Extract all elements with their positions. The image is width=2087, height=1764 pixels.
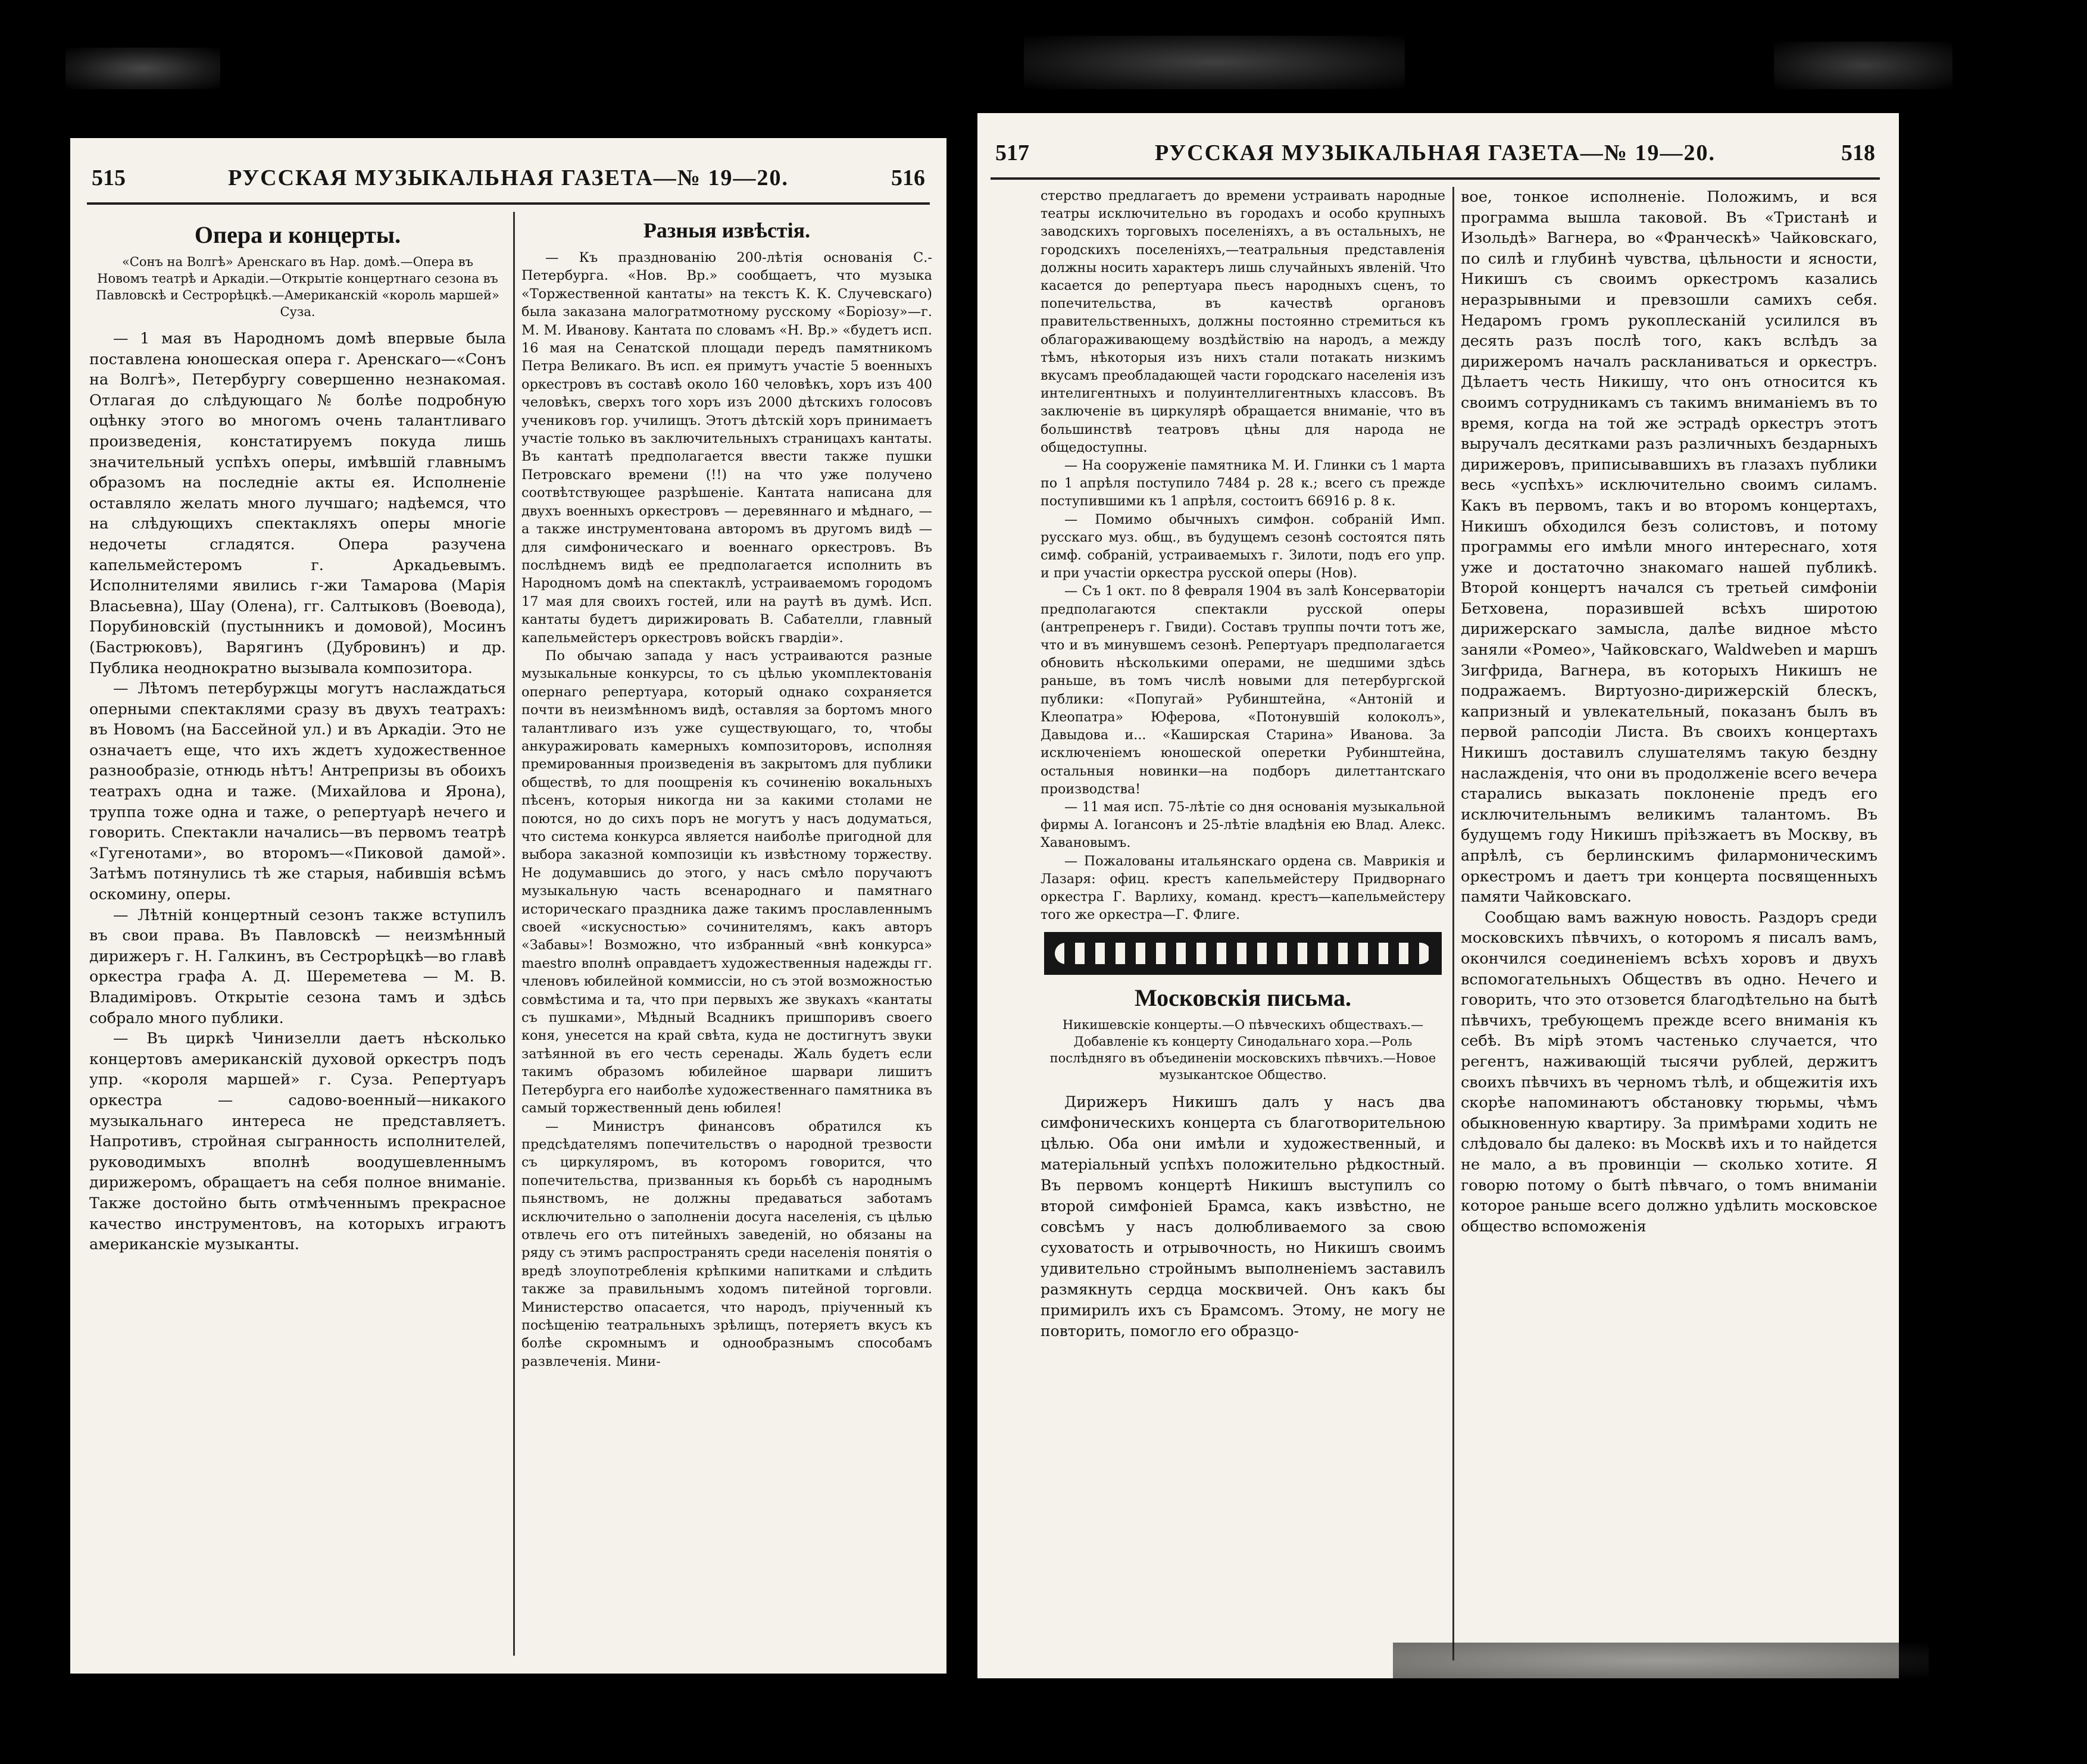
article-paragraph: — Къ празднованiю 200-лѣтiя основанiя С.-Петербурга. «Нов. Вр.» сообщаетъ, что музыка «Торжественной кантаты» на текстъ К. К. Случевскаго) была заказана малогратмотному русскому «Борiозу»—г. М. М. Иванову. Кантата по словамъ «Н. Вр.» «будетъ исп. 16 мая на Сенатской площади передъ памятникомъ Петра Великаго. Въ исп. ея примутъ участiе 5 военныхъ оркестровъ въ составѣ около 160 человѣкъ, хоръ изъ 400 человѣкъ, сверхъ того хоръ изъ 2000 дѣтскихъ голосовъ учениковъ гор. училищъ. Этотъ дѣтскiй хоръ принимаетъ участiе только въ заключительныхъ страницахъ кантаты. Въ кантатѣ предполагается ввести также пушки Петровскаго времени (!!) на что уже получено соотвѣтствующее разрѣшенiе. Кантата написана для двухъ военныхъ оркестровъ — деревяннаго и мѣднаго, — а также инструментована авторомъ въ другомъ видѣ — для симфоническаго и военнаго оркестровъ. Въ послѣднемъ видѣ ее предполагается исполнить въ Народномъ домѣ на спектаклѣ, устраиваемомъ городомъ 17 мая для своихъ гостей, или на раутѣ въ думѣ. Исп. кантаты будетъ дирижировать В. Сабателли, главный капельмейстеръ оркестровъ войскъ гвардiи». bbox=[521, 250, 932, 646]
decorative-ornament-band bbox=[1044, 932, 1442, 975]
article-paragraph: По обычаю запада у насъ устраиваются разные музыкальные конкурсы, то съ цѣлью укомплектованiя опернаго репертуара, который однако сохраняется почти въ неизмѣнномъ видѣ, оставляя за бортомъ много талантливаго изъ уже существующаго, то, чтобы анкуражировать камерныхъ композиторовъ, исполняя премированныя произведенiя въ закрытомъ для публики обществѣ, то для поощренiя къ сочиненiю вокальныхъ пѣсенъ, которыя никогда ни за какими столами не поются, но до сихъ поръ не могутъ у насъ додуматься, что система конкурса является наиболѣе пригодной для выбора заказной композицiи къ извѣстному торжеству. Не додумавшись до этого, у насъ смѣло поручаютъ музыкальную часть всенароднаго и памятнаго историческаго праздника даже такимъ прославленнымъ своей «искусностью» сочинителямъ, какъ авторъ «Забавы»! Возможно, что избранный «внѣ конкурса» maestro вполнѣ оправдаетъ художественныя надежды гг. членовъ юбилейной коммиссiи, но съ этой возможностью совмѣстима и та, что при первыхъ же звукахъ «кантаты съ пушками», Мѣдный Всадникъ пришпоривъ своего коня, унесется на край свѣта, куда не достигнутъ звуки затѣянной въ его честь серенады. Жаль будетъ если такимъ образомъ юбилейное шарвари лишитъ Петербурга его наиболѣе художественнаго памятника въ самый торжественный день юбилея! bbox=[521, 648, 932, 1116]
article-paragraph: — 11 мая исп. 75-лѣтiе со дня основанiя музыкальной фирмы А. Iогансонъ и 25-лѣтiе владѣнiя ею Влад. Алекс. Хавановымъ. bbox=[1041, 799, 1445, 851]
section-summary: «Сонъ на Волгѣ» Аренскаго въ Нар. домѣ.—Опера въ Новомъ театрѣ и Аркадiи.—Открытiе концертнаго сезона въ Павловскѣ и Сестрорѣцкѣ.—Американскiй «король маршей» Суза. bbox=[96, 255, 499, 319]
article-paragraph: — Лѣтнiй концертный сезонъ также вступилъ въ свои права. Въ Павловскѣ — неизмѣнный дирижеръ г. Н. Галкинъ, въ Сестрорѣцкѣ—во главѣ оркестра графа А. Д. Шереметева — М. В. Владимiровъ. Открытiе сезона тамъ и здѣсь собрало много публики. bbox=[89, 906, 506, 1027]
left-column-1 bbox=[89, 212, 506, 1662]
right-running-head bbox=[995, 132, 1875, 174]
section-heading: Опера и концерты. bbox=[194, 221, 401, 248]
right-page bbox=[977, 113, 1899, 1678]
article-paragraph: — Пожалованы итальянскаго ордена св. Маврикiя и Лазаря: офиц. крестъ капельмейстеру Придворнаго оркестра Г. Варлиху, команд. крестъ—капельмейстеру того же оркестра—Г. Флиге. bbox=[1041, 853, 1445, 923]
binding-smudge-right bbox=[1774, 42, 1952, 89]
page-number: 515 bbox=[92, 165, 126, 190]
article-paragraph: — 1 мая въ Народномъ домѣ впервые была поставлена юношеская опера г. Аренскаго—«Сонъ на Волгѣ», Петербургу совершенно незнакомая. Отлагая до слѣдующаго № болѣе подробную оцѣнку этого во многомъ очень талантливаго произведенiя, констатируемъ покуда лишь значительный успѣхъ оперы, имѣвшiй главнымъ образомъ на последнiе акты ея. Исполненiе оставляло желать много лучшаго; надѣемся, что на слѣдующихъ спектакляхъ оперы многiе недочеты сгладятся. Опера разучена капельмейстеромъ г. Аркадьевымъ. Исполнителями явились г-жи Тамарова (Марiя Власьевна), Шау (Олена), гг. Салтыковъ (Воевода), Порубиновскiй (пустынникъ и домовой), Мосинъ (Бастрюковъ), Варягинъ (Дубровинъ) и др. Публика неоднократно вызывала композитора. bbox=[89, 330, 506, 677]
header-rule bbox=[87, 202, 930, 205]
article-paragraph: — Съ 1 окт. по 8 февраля 1904 въ залѣ Консерваторiи предполагаются спектакли русской оперы (антрепренеръ г. Гвиди). Составъ труппы почти тотъ же, что и въ минувшемъ сезонѣ. Репертуаръ предполагается обновить нѣсколькими операми, не шедшими здѣсь раньше, въ томъ числѣ новыми для петербургской публики: «Попугай» Рубинштейна, «Антонiй и Клеопатра» Юферова, «Потонувшiй колоколъ», Давыдова и... «Каширская Старина» Иванова. За исключенiемъ юношеской оперетки Рубинштейна, остальныя новинки—на подборъ дилеттантскаго производства! bbox=[1041, 583, 1445, 797]
left-running-head bbox=[92, 157, 925, 199]
left-column-2 bbox=[521, 212, 932, 1662]
section-heading: Разныя извѣстiя. bbox=[643, 218, 811, 242]
article-paragraph: Сообщаю вамъ важную новость. Раздоръ среди московскихъ пѣвчихъ, о которомъ я писалъ вамъ, окончился соединенiемъ всѣхъ хоровъ и двухъ вспомогательныхъ Обществъ въ одно. Нечего и говорить, что это отзовется благодѣтельно на бытѣ пѣвчихъ, требующемъ прежде всего вниманiя къ себѣ. Въ мiрѣ этомъ частенько случается, что регентъ, наживающiй тысячи рублей, держитъ своихъ пѣвчихъ въ черномъ тѣлѣ, и общежитiя ихъ скорѣе напоминаютъ обстановку тюрьмы, чѣмъ обыкновенную квартиру. За примѣрами ходить не слѣдовало бы далеко: въ Москвѣ ихъ и то найдется не мало, а въ провинцiи — сколько хотите. Я говорю потому о бытѣ пѣвчаго, о томъ вниманiи которое раньше всего должно удѣлить московское общество вспоможенiя bbox=[1461, 908, 1877, 1236]
left-page bbox=[70, 138, 946, 1674]
binding-smudge-left bbox=[65, 48, 220, 89]
right-column-2 bbox=[1461, 187, 1877, 1666]
page-number: 516 bbox=[891, 165, 925, 190]
page-number: 517 bbox=[995, 140, 1029, 165]
article-paragraph: — Въ циркѣ Чинизелли даетъ нѣсколько концертовъ американскiй духовой оркестръ подъ упр. «короля маршей» г. Суза. Репертуаръ оркестра — садово-военный—никакого музыкальнаго интереса не представляетъ. Напротивъ, стройная сыгранность исполнителей, руководимыхъ вполнѣ воодушевленнымъ дирижеромъ, обращаетъ на себя полное вниманiе. Также достойно быть отмѣченнымъ прекрасное качество инструментовъ, на которыхъ играютъ американскiе музыканты. bbox=[89, 1030, 506, 1254]
article-paragraph: — Помимо обычныхъ симфон. собранiй Имп. русскаго муз. общ., въ будущемъ сезонѣ состоятся пять симф. собранiй, устраиваемыхъ г. Зилоти, подъ его упр. и при участiи оркестра русской оперы (Нов). bbox=[1041, 511, 1445, 581]
section-summary: Никишевскiе концерты.—О пѣвческихъ обществахъ.—Добавленiе къ концерту Синодальнаго хора.—Роль послѣдняго въ объединенiи московскихъ пѣвчихъ.—Новое музыкантское Общество. bbox=[1049, 1018, 1436, 1083]
article-paragraph: — Министръ финансовъ обратился къ предсѣдателямъ попечительствъ о народной трезвости съ циркуляромъ, въ которомъ говорится, что попечительства, призванныя къ борьбѣ съ народнымъ пьянствомъ, не должны предаваться заботамъ исключительно о заполненiи досуга населенiя, съ цѣлью отвлечь его отъ питейныхъ заведенiй, но обязаны на ряду съ этимъ распространять среди населенiя понятiя о вредѣ злоупотребленiя крѣпкими напитками и слѣдить также за правильнымъ ходомъ питейной торговли. Министерство опасается, что народъ, прiученный къ посѣщенiю театральныхъ зрѣлищъ, потеряетъ вкусъ къ болѣе скромнымъ и однообразнымъ способамъ развлеченiя. Мини- bbox=[521, 1118, 932, 1369]
article-paragraph: стерство предлагаетъ до времени устраивать народные театры исключительно въ городахъ и особо крупныхъ заводскихъ торговыхъ поселенiяхъ, а въ остальныхъ, не городскихъ поселенiяхъ,—театральныя представленiя должны носить характеръ лишь случайныхъ явленiй. Что касается до репертуара пьесъ народныхъ сценъ, то попечительства, въ качествѣ органовъ правительственныхъ, должны постоянно стремиться къ облагораживающему воздѣйствiю на народъ, а между тѣмъ, нѣкоторыя изъ нихъ стали потакать низкимъ вкусамъ преобладающей части городскаго населенiя изъ интелигентныхъ и полуинтеллигентныхъ классовъ. Въ заключенiе въ циркулярѣ обращается вниманiе, что въ большинствѣ театровъ цѣны для народа не общедоступны. bbox=[1041, 188, 1445, 455]
article-paragraph: вое, тонкое исполненiе. Положимъ, и вся программа вышла таковой. Въ «Тристанѣ и Изольдѣ» Вагнера, во «Франческѣ» Чайковскаго, по силѣ и глубинѣ чувства, цѣльности и ясности, Никишъ съ своимъ оркестромъ казались неразрывными и превзошли самихъ себя. Недаромъ громъ рукоплесканiй усилился въ десять разъ послѣ того, какъ вслѣдъ за дирижеромъ началъ раскланиваться и оркестръ. Дѣлаетъ честь Никишу, что онъ относится къ своимъ сотрудникамъ съ такимъ вниманiемъ въ то время, когда на той же эстрадѣ оркестръ этотъ выручалъ десятками разъ различныхъ бездарныхъ дирижеровъ, приписывавшихъ въ глазахъ публики весь «успѣхъ» исключительно своимъ силамъ. Какъ въ первомъ, такъ и во второмъ концертахъ, Никишъ обходился безъ солистовъ, и потому программы его имѣли много интереснаго, хотя уже и достаточно знакомаго нашей публикѣ. Второй концертъ начался съ третьей симфонiи Бетховена, поразившей всѣхъ широтою дирижерскаго замысла, далѣе видное мѣсто заняли «Ромео», Чайковскаго, Waldweben и маршъ Зигфрида, Вагнера, въ которыхъ Никишъ не подражаемъ. Виртуозно-дирижерскiй блескъ, капризный и увлекательный, показанъ былъ въ первой рапсодiи Листа. Въ своихъ концертахъ Никишъ доставилъ слушателямъ такую бездну наслажденiя, что они въ продолженiе всего вечера старались выказать поклоненiе предъ его исключительнымъ великимъ талантомъ. Въ будущемъ году Никишъ прiѣзжаетъ въ Москву, въ апрѣлѣ, съ берлинскимъ филармоническимъ оркестромъ и даетъ три концерта посвященныхъ памяти Чайковскаго. bbox=[1461, 188, 1877, 906]
newspaper-title: РУССКАЯ МУЗЫКАЛЬНАЯ ГАЗЕТА—№ 19—20. bbox=[1155, 140, 1716, 165]
binding-smudge-center bbox=[1024, 36, 1405, 89]
header-rule bbox=[991, 177, 1880, 180]
bottom-scan-smudge bbox=[1393, 1643, 1929, 1678]
article-paragraph: — Лѣтомъ петербуржцы могутъ наслаждаться оперными спектаклями сразу въ двухъ театрахъ: въ Новомъ (на Бассейной ул.) и въ Аркадiи. Это не означаетъ еще, что ихъ ждетъ художественное разнообразiе, отнюдь нѣтъ! Антрепризы въ обоихъ театрахъ одна и таже. (Михайлова и Ярона), труппа тоже одна и таже, о репертуарѣ нечего и говорить. Спектакли начались—въ первомъ театрѣ «Гугенотами», во второмъ—«Пиковой дамой». Затѣмъ потянулись тѣ же старыя, набившiя всѣмъ оскомину, оперы. bbox=[89, 680, 506, 904]
right-column-1 bbox=[1041, 187, 1445, 1666]
article-paragraph: — На сооруженiе памятника М. И. Глинки съ 1 марта по 1 апрѣля поступило 7484 р. 28 к.; всего съ прежде поступившими къ 1 апрѣля, состоитъ 66916 р. 8 к. bbox=[1041, 458, 1445, 509]
page-number: 518 bbox=[1841, 140, 1875, 165]
column-divider bbox=[1452, 187, 1454, 1660]
column-divider bbox=[513, 212, 515, 1656]
section-heading: Московскiя письма. bbox=[1134, 984, 1352, 1012]
article-paragraph: Дирижеръ Никишъ далъ у насъ два симфоническихъ концерта съ благотворительною цѣлью. Оба они имѣли и художественный, и матерiальный успѣхъ положительно рѣдкостный. Въ первомъ концертѣ Никишъ выступилъ со второй симфонiей Брамса, какъ извѣстно, не совсѣмъ у насъ долюбливаемого за свою суховатость и отрывочность, но Никишъ своимъ удивительно стройнымъ выполненiемъ заставилъ размякнуть сердца москвичей. Онъ какъ бы примирилъ ихъ съ Брамсомъ. Этому, не могу не повторить, помогло его образцо- bbox=[1041, 1093, 1445, 1340]
newspaper-title: РУССКАЯ МУЗЫКАЛЬНАЯ ГАЗЕТА—№ 19—20. bbox=[228, 165, 789, 190]
